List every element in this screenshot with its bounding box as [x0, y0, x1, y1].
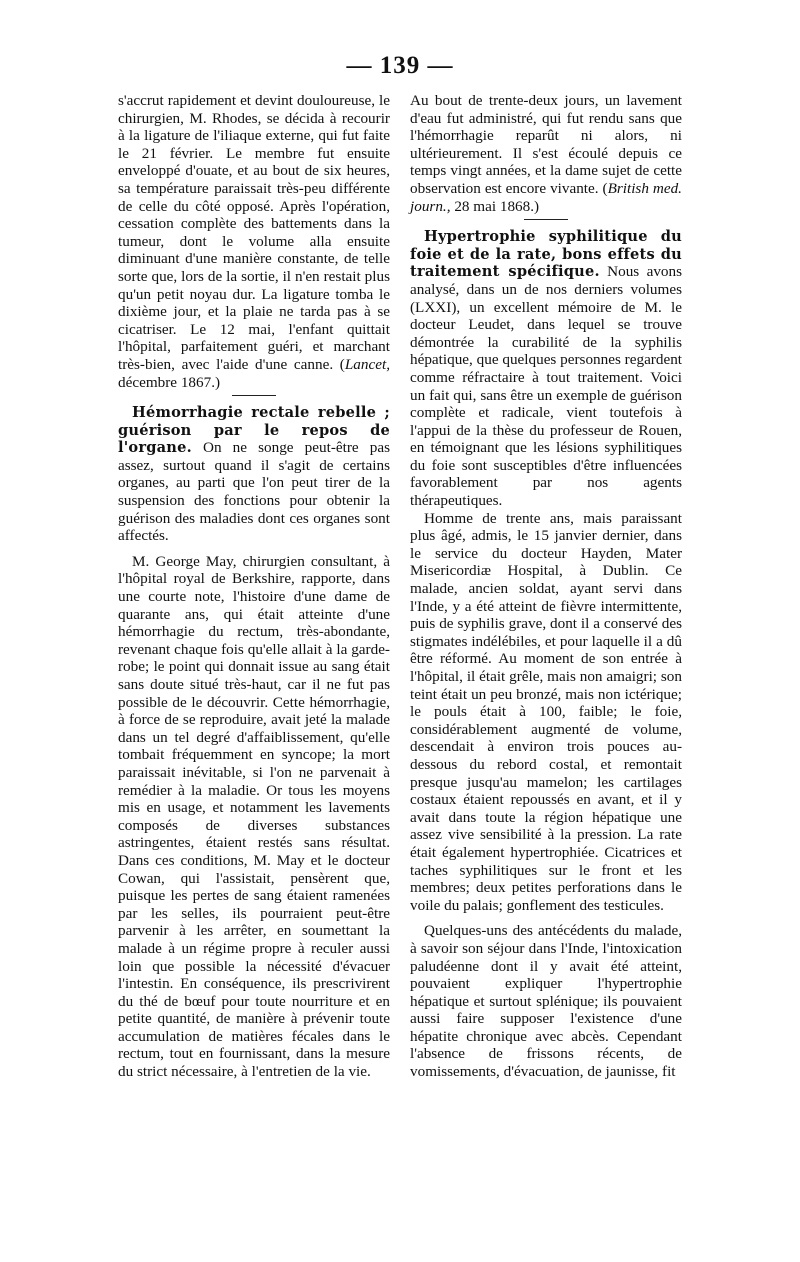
- left-paragraph-1-source: Lancet,: [344, 355, 390, 373]
- left-column: [118, 92, 390, 1081]
- left-paragraph-1: [118, 92, 390, 391]
- section-divider: [524, 219, 568, 220]
- left-paragraph-2-text: On ne songe peut-être pas assez, surtout quand il s'agit de certains organes, au parti que l'on peut tirer de la suspension des fonctions pour obtenir la guérison des maladies dont ces organes sont affectés.: [118, 439, 390, 545]
- right-paragraph-1: [410, 92, 682, 215]
- section-heading-hypertrophie: Hypertrophie syphilitique du foie et de la rate, bons effets du traitement spécifique.: [410, 228, 682, 281]
- right-paragraph-1-end: 28 mai 1868.): [450, 197, 540, 215]
- right-paragraph-1-source: British med. journ.,: [410, 179, 682, 215]
- right-paragraph-4: Quelques-uns des antécédents du malade, à savoir son séjour dans l'Inde, l'intoxication paludéenne dont il y avait été atteint, pouvaient expliquer l'hypertrophie hépatique et surtout splénique; ils pouvaient aussi faire supposer l'existence d'une hépatite chronique avec abcès. Cependant l'absence de frissons récents, de vomissements, d'évacuation, de jaunisse, fit: [410, 922, 682, 1081]
- right-column: [410, 92, 682, 1081]
- right-paragraph-2: [410, 228, 682, 510]
- section-heading-hemorrhagie: Hémorrhagie rectale rebelle ; guérison par le repos de l'organe.: [118, 404, 390, 457]
- left-paragraph-1-end: décembre 1867.): [118, 373, 221, 391]
- left-paragraph-3: M. George May, chirurgien consultant, à l'hôpital royal de Berkshire, rapporte, dans une courte note, l'histoire d'une dame de quarante ans, qui était atteinte d'une hémorrhagie du rectum, très-abondante, revenant chaque fois qu'elle allait à la garde-robe; le point qui donnait issue au sang était sans doute situé très-haut, car il ne fut pas possible de le découvrir. Cette hémorrhagie, à force de se reproduire, avait jeté la malade dans un tel degré d'affaiblissement, qu'elle tombait fréquemment en syncope; la mort paraissait inévitable, si l'on ne parvenait à remédier à la maladie. Or tous les moyens mis en usage, et notamment les lavements composés de diverses substances astringentes, étaient restés sans résultat. Dans ces conditions, M. May et le docteur Cowan, qui l'assistait, pensèrent que, puisque les pertes de sang étaient ramenées par les selles, ils pourraient peut-être parvenir à les arrêter, en soumettant la malade à un régime propre à reculer aussi loin que possible la nécessité d'évacuer l'intestin. En conséquence, ils prescrivirent du thé de bœuf pour toute nourriture et en petite quantité, de manière à prévenir toute accumulation de matières fécales dans le rectum, tout en fournissant, dans la mesure du strict nécessaire, à l'entretien de la vie.: [118, 552, 390, 1081]
- right-paragraph-3: Homme de trente ans, mais paraissant plus âgé, admis, le 15 janvier dernier, dans le service du docteur Hayden, Mater Misericordiæ Hospital, à Dublin. Ce malade, ancien soldat, ayant servi dans l'Inde, y a été atteint de fièvre intermittente, puis de syphilis grave, dont il a conservé des stigmates indélébiles, et pour laquelle il a dû être réformé. Au moment de son entrée à l'hôpital, il était grêle, mais non amaigri; son teint était un peu bronzé, mais non ictérique; le pouls était à 100, faible; le foie, considérablement augmenté de volume, descendait à environ trois pouces au-dessous du rebord costal, et remontait presque jusqu'au mamelon; les cartilages costaux étaient repoussés en avant, et il y avait dans toute la région hépatique une assez vive sensibilité à la pression. La rate était également hypertrophiée. Cicatrices et taches syphilitiques sur le front et les membres; deux petites perforations dans le voile du palais; gonflement des testicules.: [410, 509, 682, 914]
- left-paragraph-2: [118, 404, 390, 545]
- page-number: — 139 —: [346, 52, 454, 79]
- right-paragraph-2-text: Nous avons analysé, dans un de nos derniers volumes (LXXI), un excellent mémoire de M. le docteur Leudet, dans lequel se trouve démontrée la curabilité de la syphilis hépatique, que quelques personnes regardent comme réfractaire à tout traitement. Voici un fait qui, sans être un exemple de guérison complète et radicale, vient toutefois à l'appui de la thèse du professeur de Rouen, en témoignant que les lésions syphilitiques du foie sont susceptibles d'être influencées favorablement par nos agents thérapeutiques.: [410, 263, 683, 510]
- right-paragraph-1-text: Au bout de trente-deux jours, un lavement d'eau fut administré, qui fut rendu sans que l'hémorrhagie reparût ni alors, ni ultérieurement. Il s'est écoulé depuis ce temps vingt années, et la dame sujet de cette observation est encore vivante. (: [410, 92, 682, 197]
- left-paragraph-1-text: s'accrut rapidement et devint douloureuse, le chirurgien, M. Rhodes, se décida à recourir à la ligature de l'iliaque externe, qui fut faite le 21 février. Le membre fut ensuite enveloppé d'ouate, et au bout de six heures, sa température paraissait très-peu différente de celle du côté opposé. Après l'opération, cessation complète des battements dans la tumeur, dont le volume alla ensuite diminuant d'une manière constante, de telle sorte que, lors de la sortie, il n'en restait plus qu'un petit noyau dur. La ligature tomba le dixième jour, et la plaie ne tarda pas à se cicatriser. Le 12 mai, l'enfant quittait l'hôpital, parfaitement guéri, et marchant très-bien, avec l'aide d'une canne. (: [118, 92, 390, 373]
- section-divider: [232, 395, 276, 396]
